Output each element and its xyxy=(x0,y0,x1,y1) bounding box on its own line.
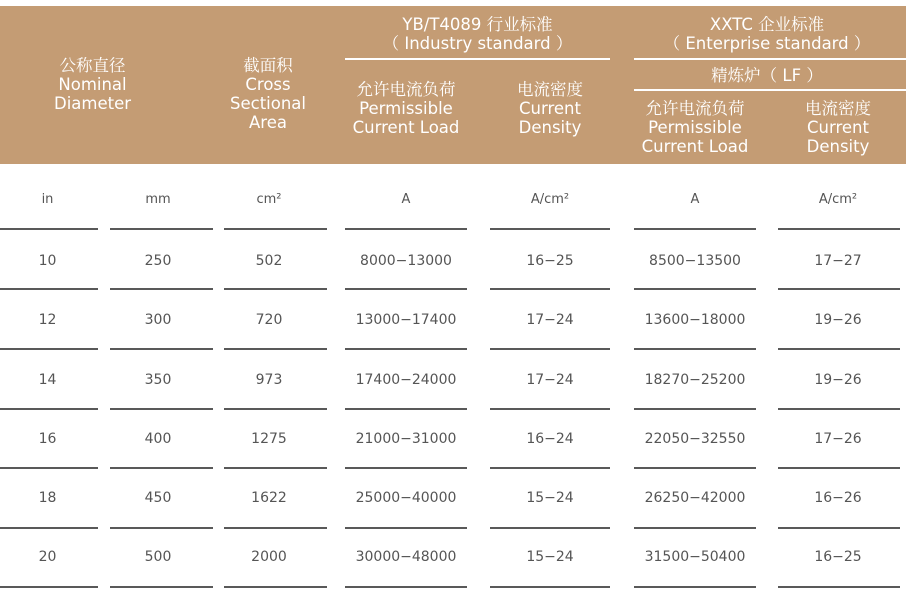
table-cell: 13000−17400 xyxy=(355,312,457,328)
table-cell: 1275 xyxy=(251,431,287,447)
row-rule xyxy=(110,288,213,290)
table-cell: 500 xyxy=(144,549,172,565)
header-label: 电流密度 xyxy=(517,80,583,99)
row-rule xyxy=(778,586,900,588)
header-label: Current xyxy=(519,99,581,118)
unit-label: mm xyxy=(145,192,171,207)
table-cell: 300 xyxy=(144,312,172,328)
row-rule xyxy=(345,586,467,588)
header-cross-sectional-area xyxy=(213,56,323,132)
table-cell: 26250−42000 xyxy=(644,490,746,506)
table-cell: 19−26 xyxy=(814,312,862,328)
row-rule xyxy=(0,228,98,230)
row-rule xyxy=(778,348,900,350)
table-cell: 12 xyxy=(38,312,57,328)
row-rule xyxy=(490,228,610,230)
table-cell: 973 xyxy=(255,372,283,388)
table-cell: 720 xyxy=(255,312,283,328)
unit-label: A xyxy=(401,192,411,207)
row-rule xyxy=(224,467,327,469)
header-label: 精炼炉（ LF ） xyxy=(711,66,823,85)
row-rule xyxy=(778,527,900,529)
row-rule xyxy=(634,288,756,290)
row-rule xyxy=(345,288,467,290)
row-rule xyxy=(345,408,467,410)
table-cell: 16 xyxy=(38,431,57,447)
table-cell: 17−24 xyxy=(526,312,574,328)
table-cell: 17−27 xyxy=(814,253,862,269)
header-label: Density xyxy=(518,118,582,137)
table-cell: 350 xyxy=(144,372,172,388)
row-rule xyxy=(345,348,467,350)
header-label: Sectional xyxy=(230,94,306,113)
row-rule xyxy=(110,467,213,469)
header-label: （ Enterprise standard ） xyxy=(663,34,871,53)
header-label: Current Load xyxy=(641,137,749,156)
header-label: Nominal xyxy=(58,75,127,94)
row-rule xyxy=(634,586,756,588)
row-rule xyxy=(224,228,327,230)
table-cell: 17400−24000 xyxy=(355,372,457,388)
row-rule xyxy=(634,527,756,529)
table-cell: 16−25 xyxy=(814,549,862,565)
unit-label: cm² xyxy=(256,192,282,207)
header-label: Density xyxy=(806,137,870,156)
unit-label: A/cm² xyxy=(818,192,858,207)
row-rule xyxy=(224,527,327,529)
table-cell: 30000−48000 xyxy=(355,549,457,565)
header-label: 电流密度 xyxy=(805,99,871,118)
row-rule xyxy=(634,228,756,230)
row-rule xyxy=(345,467,467,469)
header-label: Cross xyxy=(245,75,291,94)
header-enterprise-standard xyxy=(634,15,900,53)
table-cell: 250 xyxy=(144,253,172,269)
row-rule xyxy=(224,288,327,290)
table-cell: 2000 xyxy=(251,549,287,565)
row-rule xyxy=(490,348,610,350)
header-enterprise-current-density xyxy=(778,99,898,156)
header-refining-furnace xyxy=(634,66,900,85)
header-industry-current-density xyxy=(490,80,610,137)
table-cell: 25000−40000 xyxy=(355,490,457,506)
row-rule xyxy=(634,467,756,469)
row-rule xyxy=(0,408,98,410)
header-divider xyxy=(345,58,610,60)
table-cell: 17−24 xyxy=(526,372,574,388)
row-rule xyxy=(0,348,98,350)
header-divider xyxy=(634,58,906,60)
header-industry-standard xyxy=(345,15,610,53)
header-label: Permissible xyxy=(648,118,742,137)
header-label: Area xyxy=(249,113,287,132)
table-cell: 400 xyxy=(144,431,172,447)
table-cell: 19−26 xyxy=(814,372,862,388)
header-label: 公称直径 xyxy=(59,56,126,75)
table-cell: 16−24 xyxy=(526,431,574,447)
row-rule xyxy=(110,586,213,588)
row-rule xyxy=(110,348,213,350)
header-label: YB/T4089 行业标准 xyxy=(402,15,553,34)
header-label: XXTC 企业标准 xyxy=(709,15,825,34)
table-cell: 8500−13500 xyxy=(649,253,741,269)
header-industry-current-load xyxy=(345,80,467,137)
row-rule xyxy=(0,586,98,588)
row-rule xyxy=(345,228,467,230)
table-cell: 14 xyxy=(38,372,57,388)
row-rule xyxy=(110,527,213,529)
table-cell: 15−24 xyxy=(526,549,574,565)
row-rule xyxy=(634,348,756,350)
header-label: Current xyxy=(807,118,869,137)
table-cell: 18 xyxy=(38,490,57,506)
table-cell: 16−26 xyxy=(814,490,862,506)
row-rule xyxy=(110,408,213,410)
row-rule xyxy=(0,527,98,529)
table-cell: 17−26 xyxy=(814,431,862,447)
header-divider xyxy=(634,89,906,91)
header-label: Diameter xyxy=(53,94,132,113)
table-cell: 21000−31000 xyxy=(355,431,457,447)
table-cell: 15−24 xyxy=(526,490,574,506)
table-cell: 20 xyxy=(38,549,57,565)
table-cell: 13600−18000 xyxy=(644,312,746,328)
unit-label: in xyxy=(41,192,54,207)
row-rule xyxy=(634,408,756,410)
row-rule xyxy=(224,408,327,410)
table-cell: 1622 xyxy=(251,490,287,506)
table-cell: 8000−13000 xyxy=(360,253,452,269)
row-rule xyxy=(490,408,610,410)
table-cell: 16−25 xyxy=(526,253,574,269)
header-label: 截面积 xyxy=(243,56,293,75)
table-cell: 22050−32550 xyxy=(644,431,746,447)
header-enterprise-current-load xyxy=(634,99,756,156)
table-cell: 18270−25200 xyxy=(644,372,746,388)
row-rule xyxy=(490,467,610,469)
header-label: 允许电流负荷 xyxy=(356,80,456,99)
table-cell: 31500−50400 xyxy=(644,549,746,565)
header-label: Current Load xyxy=(352,118,460,137)
row-rule xyxy=(224,348,327,350)
row-rule xyxy=(490,288,610,290)
row-rule xyxy=(345,527,467,529)
table-cell: 450 xyxy=(144,490,172,506)
row-rule xyxy=(224,586,327,588)
row-rule xyxy=(778,467,900,469)
unit-label: A/cm² xyxy=(530,192,570,207)
row-rule xyxy=(490,527,610,529)
row-rule xyxy=(778,408,900,410)
header-label: Permissible xyxy=(359,99,453,118)
row-rule xyxy=(778,228,900,230)
unit-label: A xyxy=(690,192,700,207)
header-label: （ Industry standard ） xyxy=(382,34,573,53)
row-rule xyxy=(0,467,98,469)
row-rule xyxy=(490,586,610,588)
row-rule xyxy=(110,228,213,230)
table-cell: 502 xyxy=(255,253,283,269)
row-rule xyxy=(778,288,900,290)
header-label: 允许电流负荷 xyxy=(645,99,745,118)
header-nominal-diameter xyxy=(0,56,185,113)
row-rule xyxy=(0,288,98,290)
table-cell: 10 xyxy=(38,253,57,269)
